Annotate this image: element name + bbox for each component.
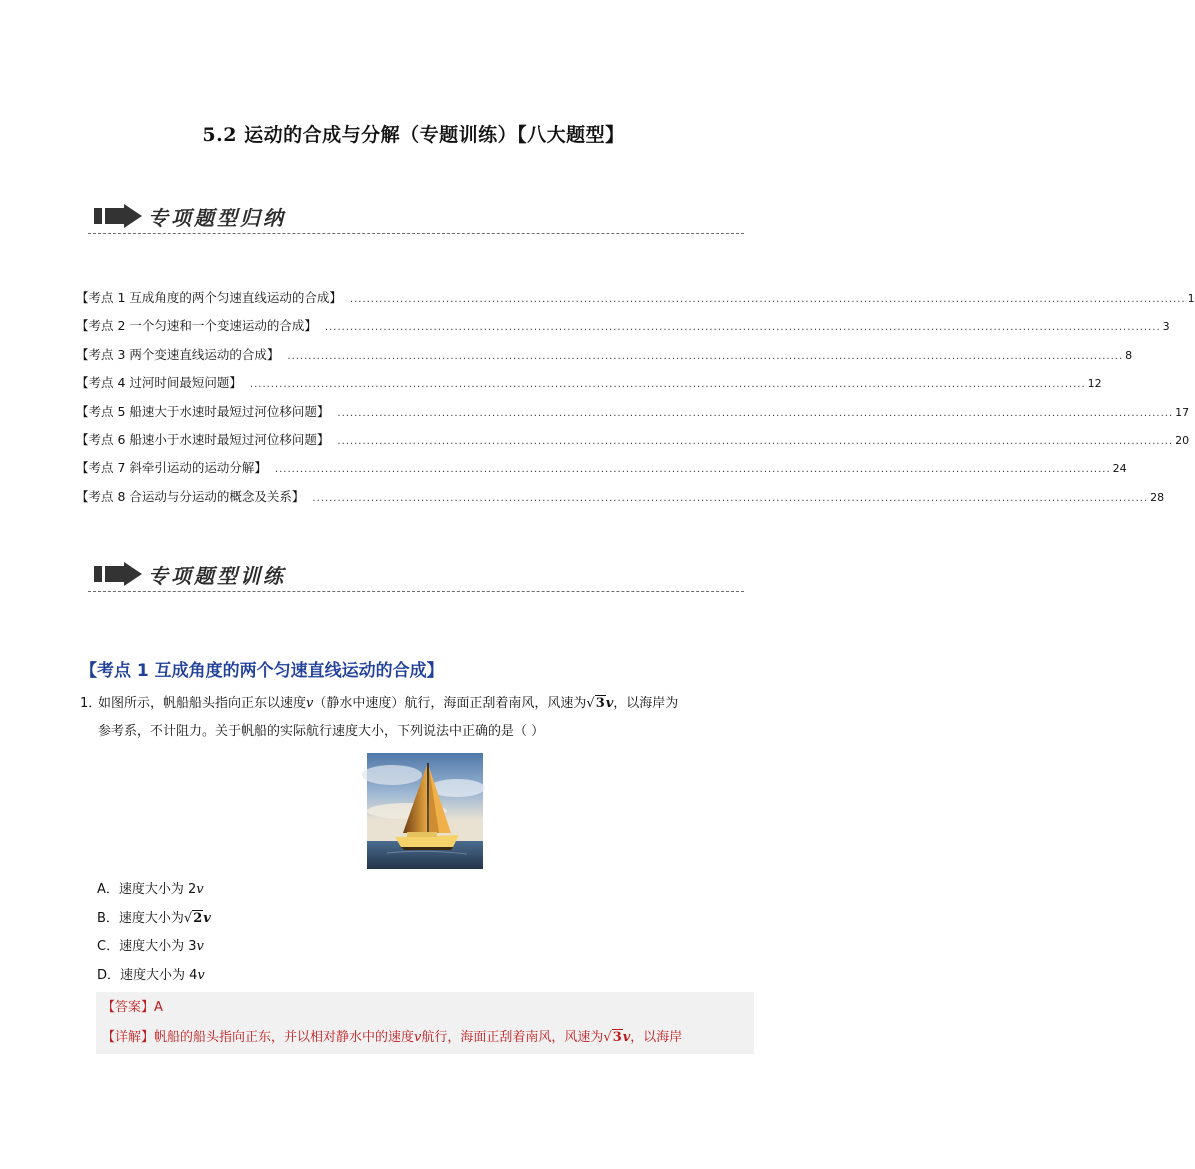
page-title: 5.2 运动的合成与分解（专题训练）【八大题型】	[202, 124, 625, 146]
dashed-rule	[88, 233, 744, 234]
arrow-icon	[94, 204, 144, 228]
banner-training-text: 专项题型训练	[148, 564, 286, 588]
toc-item-label: 【考点 6 船速小于水速时最短过河位移问题】	[76, 431, 330, 447]
toc-item-page: 28	[1150, 490, 1165, 504]
toc-leader-dots: ........................................................................................................................................................................................................	[274, 464, 1111, 476]
option-item: A．速度大小为 2v	[97, 882, 204, 897]
toc-item-label: 【考点 2 一个匀速和一个变速运动的合成】	[76, 318, 317, 334]
toc-item[interactable]	[76, 288, 1195, 316]
toc-item-page: 12	[1087, 377, 1102, 391]
toc-item-label: 【考点 4 过河时间最短问题】	[76, 375, 242, 391]
toc-item[interactable]	[76, 430, 1190, 458]
toc-item[interactable]	[76, 402, 1190, 430]
dashed-rule	[88, 591, 744, 592]
toc-leader-dots: ........................................................................................................................................................................................................	[349, 294, 1186, 305]
toc-item-label: 【考点 7 斜牵引运动的运动分解】	[76, 460, 267, 476]
options-list	[97, 876, 211, 990]
toc-leader-dots: ........................................................................................................................................................................................................	[249, 379, 1086, 391]
toc-item-page: 24	[1112, 462, 1127, 476]
toc-item-page: 3	[1162, 320, 1170, 334]
banner-summary-text: 专项题型归纳	[148, 206, 286, 230]
arrow-icon	[94, 562, 144, 586]
toc-item-page: 20	[1175, 433, 1190, 447]
toc-leader-dots: ........................................................................................................................................................................................................	[287, 350, 1124, 362]
option-item: C．速度大小为 3v	[97, 939, 204, 954]
toc-item-label: 【考点 3 两个变速直线运动的合成】	[76, 346, 280, 362]
toc-leader-dots: ........................................................................................................................................................................................................	[337, 435, 1174, 447]
toc-item-label: 【考点 1 互成角度的两个匀速直线运动的合成】	[76, 290, 342, 305]
question-text-a: 如图所示，帆船船头指向正东以速度	[98, 696, 307, 711]
toc-item[interactable]	[76, 487, 1165, 515]
question-1	[80, 690, 752, 746]
toc-item-page: 17	[1175, 405, 1190, 419]
toc-item-page: 1	[1187, 292, 1195, 305]
question-number: 1．	[80, 696, 102, 711]
sqrt-expression: √2v	[183, 910, 211, 926]
banner-training	[88, 556, 744, 592]
question-line-1	[80, 690, 752, 718]
banner-summary	[88, 198, 744, 234]
question-line-2: 参考系，不计阻力。关于帆船的实际航行速度大小，下列说法中正确的是（ ）	[98, 724, 545, 739]
question-text-c: ，以海岸为	[613, 696, 679, 711]
section-heading: 【考点 1 互成角度的两个匀速直线运动的合成】	[80, 661, 444, 681]
toc-item-label: 【考点 5 船速大于水速时最短过河位移问题】	[76, 403, 330, 419]
toc-item[interactable]	[76, 345, 1133, 373]
toc-item[interactable]	[76, 373, 1102, 401]
sailboat-image	[367, 753, 483, 869]
toc-item-page: 8	[1125, 348, 1133, 362]
toc-leader-dots: ........................................................................................................................................................................................................	[337, 407, 1174, 419]
var-v: v	[306, 696, 314, 711]
sqrt-expression: √3v	[586, 696, 614, 711]
toc-item[interactable]	[76, 458, 1127, 486]
answer-detail: 【详解】帆船的船头指向正东，并以相对静水中的速度v航行，海面正刮着南风，风速为√3v，以海岸	[102, 1030, 683, 1045]
option-item: B．速度大小为√2v	[97, 910, 211, 926]
option-item: D．速度大小为 4v	[97, 967, 205, 983]
question-text-b: （静水中速度）航行，海面正刮着南风，风速为	[313, 696, 587, 711]
toc-leader-dots: ........................................................................................................................................................................................................	[324, 322, 1161, 334]
toc-item[interactable]	[76, 316, 1170, 344]
answer-label: 【答案】A	[102, 1000, 163, 1015]
toc-leader-dots: ........................................................................................................................................................................................................	[312, 492, 1149, 504]
answer-box	[96, 992, 754, 1054]
toc-item-label: 【考点 8 合运动与分运动的概念及关系】	[76, 488, 305, 504]
table-of-contents	[76, 288, 1195, 515]
